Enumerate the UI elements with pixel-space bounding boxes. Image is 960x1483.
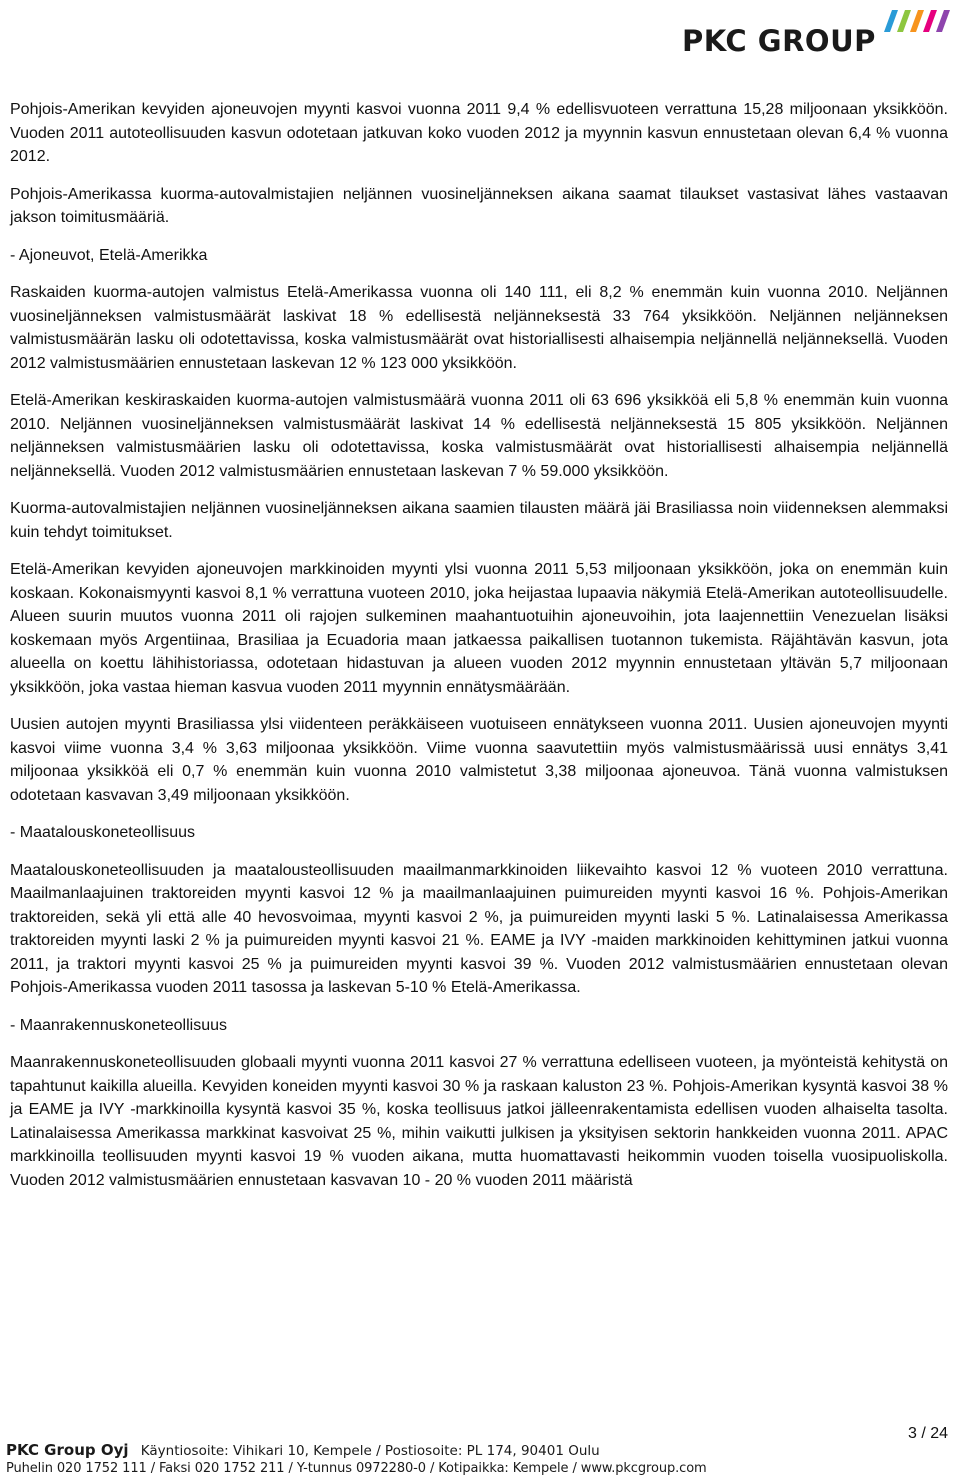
logo-stripe [884, 10, 898, 32]
footer-address: Käyntiosoite: Vihikari 10, Kempele / Postiosoite: PL 174, 90401 Oulu [140, 1443, 600, 1459]
body-paragraph: Uusien autojen myynti Brasiliassa ylsi viidenteen peräkkäiseen vuotuiseen ennätykseen vuonna 2011. Uusien ajoneuvojen myynti kasvoi viime vuonna 3,4 % 3,63 miljoonaa yksikköön. Viime vuonna saavutettiin myös valmistusmäärissä uusi ennätys 3,41 miljoonaa yksikköä eli 0,7 % enemmän kuin vuonna 2010 valmistetut 3,38 miljoonaa ajoneuvoa. Tänä vuonna valmistuksen odotetaan kasvavan 3,49 miljoonaan yksikköön. [10, 716, 948, 804]
logo-text: PKC GROUP [682, 24, 876, 58]
body-paragraph: Pohjois-Amerikan kevyiden ajoneuvojen myynti kasvoi vuonna 2011 9,4 % edellisvuoteen verrattuna 15,28 miljoonaan yksikköön. Vuoden 2011 autoteollisuuden kasvun odotetaan jatkuvan koko vuoden 2012 ja myynnin kasvun ennustetaan olevan 6,4 % vuonna 2012. [10, 101, 948, 165]
section-heading: - Maanrakennuskoneteollisuus [10, 1016, 228, 1034]
body-paragraph: Raskaiden kuorma-autojen valmistus Etelä-Amerikassa vuonna oli 140 111, eli 8,2 % enemmän kuin vuonna 2010. Neljännen vuosineljänneksen valmistusmäärät laskivat 18 % edellisestä neljänneksestä 33 764 yksikköön. Neljännen neljänneksen valmistusmäärän lasku oli odotettavissa, koska valmistusmäärät ovat historiallisesti alhaisempia neljännellä neljänneksellä. Vuoden 2012 valmistusmäärien ennustetaan laskevan 12 % 123 000 yksikköön. [10, 284, 948, 372]
logo-stripe [936, 10, 950, 32]
body-paragraph: Maanrakennuskoneteollisuuden globaali myynti vuonna 2011 kasvoi 27 % verrattuna edelliseen vuoteen, ja myönteistä kehitystä on tapahtunut kaikilla alueilla. Kevyiden koneiden myynti kasvoi 30 % ja raskaan kaluston 23 %. Pohjois-Amerikan kysyntä kasvoi 38 % ja EAME ja IVY -markkinoilla kysyntä kasvoi 35 %, koska teollisuus jatkoi jälleenrakentamista edellisen vuoden alhaiselta tasolta. Latinalaisessa Amerikassa markkinat kasvoivat 25 %, mihin vaikutti julkisen ja yksityisen sektorin hankkeiden vuonna 2011. APAC markkinoilla teollisuuden myynti kasvoi 19 % vuoden aikana, mutta huomattavasti heikommin vuoden toisella vuosipuoliskolla. Vuoden 2012 valmistusmäärien ennustetaan kasvavan 10 - 20 % vuoden 2011 määristä [10, 1054, 948, 1189]
page-footer [6, 1441, 954, 1476]
section-heading: - Ajoneuvot, Etelä-Amerikka [10, 246, 208, 264]
logo-stripe [923, 10, 937, 32]
footer-address-row [6, 1441, 954, 1459]
body-paragraph: Pohjois-Amerikassa kuorma-autovalmistajien neljännen vuosineljänneksen aikana saamat tilaukset vastasivat lähes vastaavan jakson toimitusmääriä. [10, 185, 948, 226]
logo-stripes-icon [878, 8, 950, 34]
body-paragraph: Etelä-Amerikan keskiraskaiden kuorma-autojen valmistusmäärä vuonna 2011 oli 63 696 yksikköä eli 5,8 % enemmän kuin vuonna 2010. Neljännen vuosineljänneksen valmistusmäärät laskivat 14 % edellisestä neljänneksestä 15 805 yksikköön. Neljännen neljänneksen valmistusmäärien lasku oli odotettavissa, koska valmistusmäärät ovat historiallisesti alhaisempia neljännellä neljänneksellä. Vuoden 2012 valmistusmäärien ennustetaan laskevan 7 % 59.000 yksikköön. [10, 392, 948, 480]
page-number: 3 / 24 [907, 1425, 948, 1442]
body-paragraph: Etelä-Amerikan kevyiden ajoneuvojen markkinoiden myynti ylsi vuonna 2011 5,53 miljoonaan yksikköön, joka on enemmän kuin koskaan. Kokonaismyynti kasvoi 8,1 % verrattuna vuoteen 2010, joka heijastaa lupaavia näkymiä Etelä-Amerikan autoteollisuudelle. Alueen suurin muutos vuonna 2011 oli rajojen sulkeminen maahantuotuihin ajoneuvoihin, jota laajennettiin Venezuelan lisäksi koskemaan myös Argentiinaa, Brasiliaa ja Ecuadoria maan jatkaessa paikallisen tuotannon tukemista. Räjähtävän kasvun, jota alueella on koettu lähihistoriassa, odotetaan hidastuvan ja alueen vuoden 2012 myynnin ennustetaan yltävän 5,7 miljoonaan yksikköön, joka vastaa hieman kasvua vuoden 2011 myynnin ennätysmäärään. [10, 561, 948, 696]
body-paragraph: Kuorma-autovalmistajien neljännen vuosineljänneksen aikana saamien tilausten määrä jäi Brasiliassa noin viidenneksen alemmaksi kuin tehdyt toimitukset. [10, 500, 948, 541]
document-body [10, 98, 948, 1206]
footer-company-name: PKC Group Oyj [6, 1441, 129, 1459]
logo-stripe [910, 10, 924, 32]
footer-contact: Puhelin 020 1752 111 / Faksi 020 1752 211 / Y-tunnus 0972280-0 / Kotipaikka: Kempele / www.pkcgroup.com [6, 1461, 707, 1476]
pkc-group-logo [682, 8, 950, 60]
body-paragraph: Maatalouskoneteollisuuden ja maatalousteollisuuden maailmanmarkkinoiden liikevaihto kasvoi 12 % vuoteen 2010 verrattuna. Maailmanlaajuinen traktoreiden myynti kasvoi 12 % ja maailmanlaajuinen puimureiden myynti kasvoi 16 %. Pohjois-Amerikan traktoreiden, sekä yli että alle 40 hevosvoimaa, myynti kasvoi 2 %, ja puimureiden myynti laski 5 %. Latinalaisessa Amerikassa traktoreiden myynti laski 2 % ja puimureiden myynti kasvoi 21 %. EAME ja IVY -maiden markkinoiden kehittyminen jatkui vuonna 2011, ja traktori myynti kasvoi 25 % ja puimureiden myynti kasvoi 39 %. Vuoden 2012 valmistusmäärien ennustetaan olevan Pohjois-Amerikassa vuoden 2011 tasossa ja laskevan 5-10 % Etelä-Amerikassa. [10, 861, 948, 996]
logo-stripe [897, 10, 911, 32]
section-heading: - Maatalouskoneteollisuus [10, 824, 195, 841]
